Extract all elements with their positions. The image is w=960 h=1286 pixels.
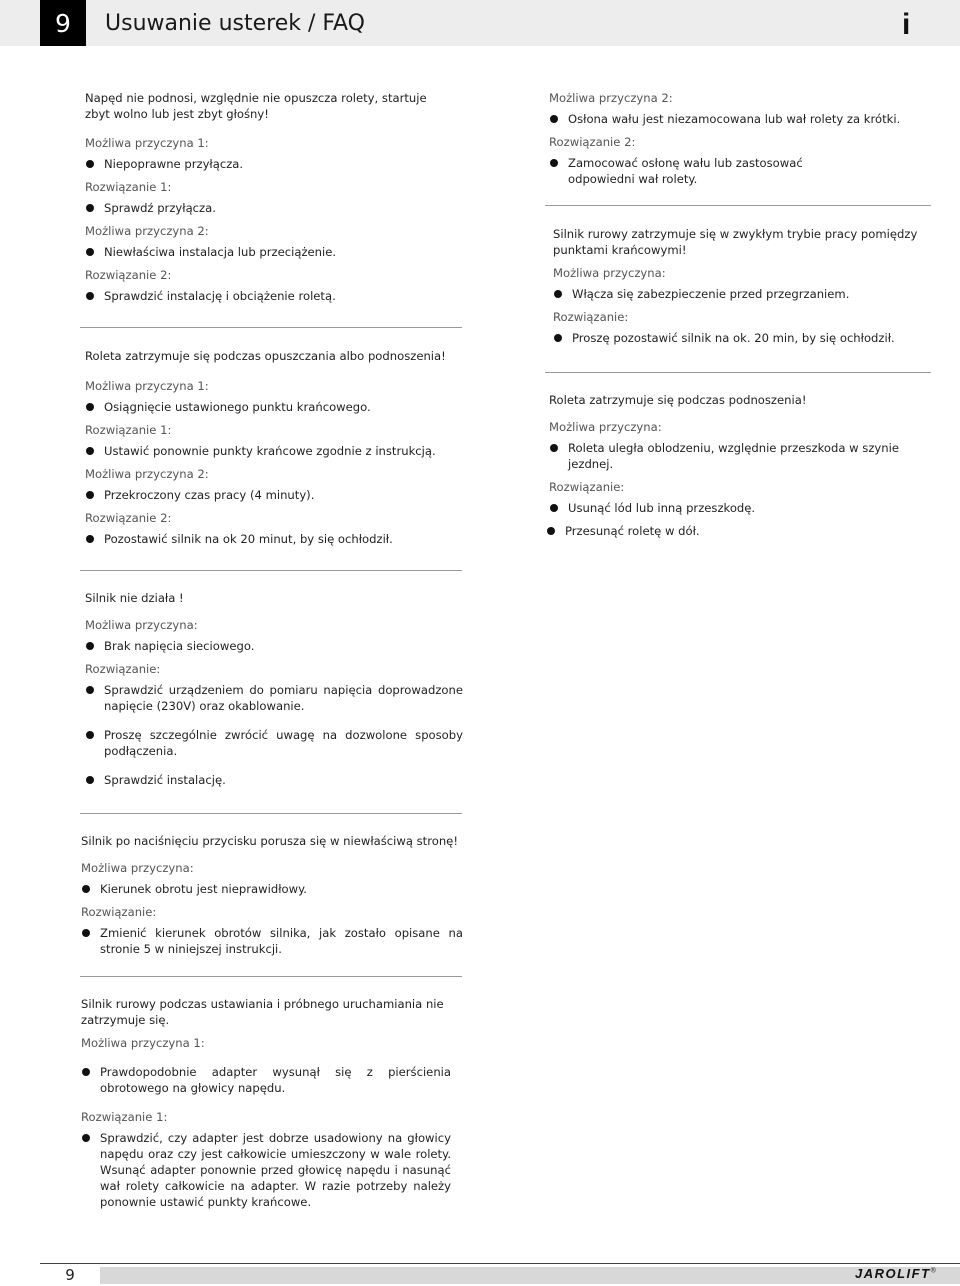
cause-label: Możliwa przyczyna 2: (85, 224, 209, 238)
faq-section-stops (85, 348, 455, 554)
solution-item: Przesunąć roletę w dół. (546, 523, 939, 539)
solution-label: Rozwiązanie 2: (85, 268, 172, 282)
cause-label: Możliwa przyczyna: (81, 861, 194, 875)
faq-section-not-moving (85, 90, 450, 311)
footer-divider (40, 1263, 960, 1264)
solution-item: Proszę szczególnie zwrócić uwagę na dozwolone sposoby podłączenia. (85, 727, 463, 759)
solution-label: Rozwiązanie: (549, 480, 625, 494)
section-divider (80, 976, 462, 977)
solution-label: Rozwiązanie: (81, 905, 157, 919)
faq-section-stops-lifting (549, 392, 939, 546)
faq-question: Roleta zatrzymuje się podczas podnoszenia! (549, 393, 807, 407)
solution-item: Proszę pozostawić silnik na ok. 20 min, by się ochłodził. (553, 330, 931, 346)
solution-item: Sprawdzić instalację i obciążenie roletą. (85, 288, 450, 304)
registered-mark: ® (930, 1267, 936, 1275)
cause-item: Osłona wału jest niezamocowana lub wał rolety za krótki. (549, 111, 931, 127)
cause-label: Możliwa przyczyna 1: (81, 1036, 205, 1050)
cause-label: Możliwa przyczyna 2: (85, 467, 209, 481)
faq-section-wrong-direction (81, 833, 463, 964)
brand-name: JAROLIFT (855, 1266, 931, 1281)
chapter-number: 9 (40, 0, 86, 46)
cause-label: Możliwa przyczyna: (85, 618, 198, 632)
faq-section-continued (549, 90, 931, 194)
cause-label: Możliwa przyczyna 1: (85, 136, 209, 150)
faq-question: Roleta zatrzymuje się podczas opuszczania albo podnoszenia! (85, 349, 446, 363)
solution-item: Zmienić kierunek obrotów silnika, jak zostało opisane na stronie 5 w niniejszej instrukcji. (81, 925, 463, 957)
cause-item: Prawdopodobnie adapter wysunął się z pierścienia obrotowego na głowicy napędu. (81, 1064, 451, 1096)
cause-item: Brak napięcia sieciowego. (85, 638, 463, 654)
solution-label: Rozwiązanie: (85, 662, 161, 676)
solution-item: Sprawdzić, czy adapter jest dobrze usadowiony na głowicy napędu oraz czy jest całkowicie umieszczony w wale rolety. Wsunąć adapter ponownie przed głowicę napędu i nasunąć wał rolety całkowicie na adapter. W razie potrzeby należy ponownie ustawić punkty krańcowe. (81, 1130, 451, 1210)
section-divider (80, 813, 462, 814)
cause-label: Możliwa przyczyna: (553, 266, 666, 280)
faq-question: Silnik po naciśnięciu przycisku porusza się w niewłaściwą stronę! (81, 834, 458, 848)
faq-section-stops-between-limits (553, 226, 931, 353)
cause-item: Niewłaściwa instalacja lub przeciążenie. (85, 244, 450, 260)
faq-question: Silnik nie działa ! (85, 591, 184, 605)
cause-item: Przekroczony czas pracy (4 minuty). (85, 487, 455, 503)
section-divider (545, 205, 931, 206)
cause-item: Niepoprawne przyłącza. (85, 156, 450, 172)
brand-logo (855, 1266, 936, 1281)
cause-label: Możliwa przyczyna 1: (85, 379, 209, 393)
footer-bar (100, 1267, 960, 1284)
solution-label: Rozwiązanie 1: (85, 423, 172, 437)
solution-item: Sprawdzić urządzeniem do pomiaru napięcia doprowadzone napięcie (230V) oraz okablowanie. (85, 682, 463, 714)
solution-item: Sprawdź przyłącza. (85, 200, 450, 216)
cause-item: Kierunek obrotu jest nieprawidłowy. (81, 881, 463, 897)
page-header (0, 0, 960, 46)
section-divider (80, 570, 462, 571)
faq-section-not-stopping (81, 996, 451, 1217)
solution-label: Rozwiązanie 1: (81, 1110, 168, 1124)
solution-item: Ustawić ponownie punkty krańcowe zgodnie z instrukcją. (85, 443, 455, 459)
faq-section-motor-not-working (85, 590, 463, 795)
solution-item: Pozostawić silnik na ok 20 minut, by się ochłodził. (85, 531, 455, 547)
faq-question: Napęd nie podnosi, względnie nie opuszcza rolety, startuje zbyt wolno lub jest zbyt głośny! (85, 91, 427, 121)
page-title: Usuwanie usterek / FAQ (105, 11, 365, 36)
solution-label: Rozwiązanie 2: (85, 511, 172, 525)
solution-label: Rozwiązanie: (553, 310, 629, 324)
solution-item: Zamocować osłonę wału lub zastosować odpowiedni wał rolety. (549, 155, 838, 187)
cause-item: Osiągnięcie ustawionego punktu krańcowego. (85, 399, 455, 415)
solution-item: Usunąć lód lub inną przeszkodę. (549, 500, 939, 516)
solution-label: Rozwiązanie 2: (549, 135, 636, 149)
section-divider (545, 372, 931, 373)
page-number: 9 (40, 1265, 100, 1285)
cause-item: Roleta uległa oblodzeniu, względnie przeszkoda w szynie jezdnej. (549, 440, 939, 472)
cause-label: Możliwa przyczyna 2: (549, 91, 673, 105)
info-icon: i (902, 8, 911, 41)
faq-question: Silnik rurowy podczas ustawiania i próbnego uruchamiania nie zatrzymuje się. (81, 997, 444, 1027)
faq-question: Silnik rurowy zatrzymuje się w zwykłym trybie pracy pomiędzy punktami krańcowymi! (553, 227, 918, 257)
cause-label: Możliwa przyczyna: (549, 420, 662, 434)
cause-item: Włącza się zabezpieczenie przed przegrzaniem. (553, 286, 931, 302)
solution-item: Sprawdzić instalację. (85, 772, 463, 788)
solution-label: Rozwiązanie 1: (85, 180, 172, 194)
section-divider (80, 327, 462, 328)
